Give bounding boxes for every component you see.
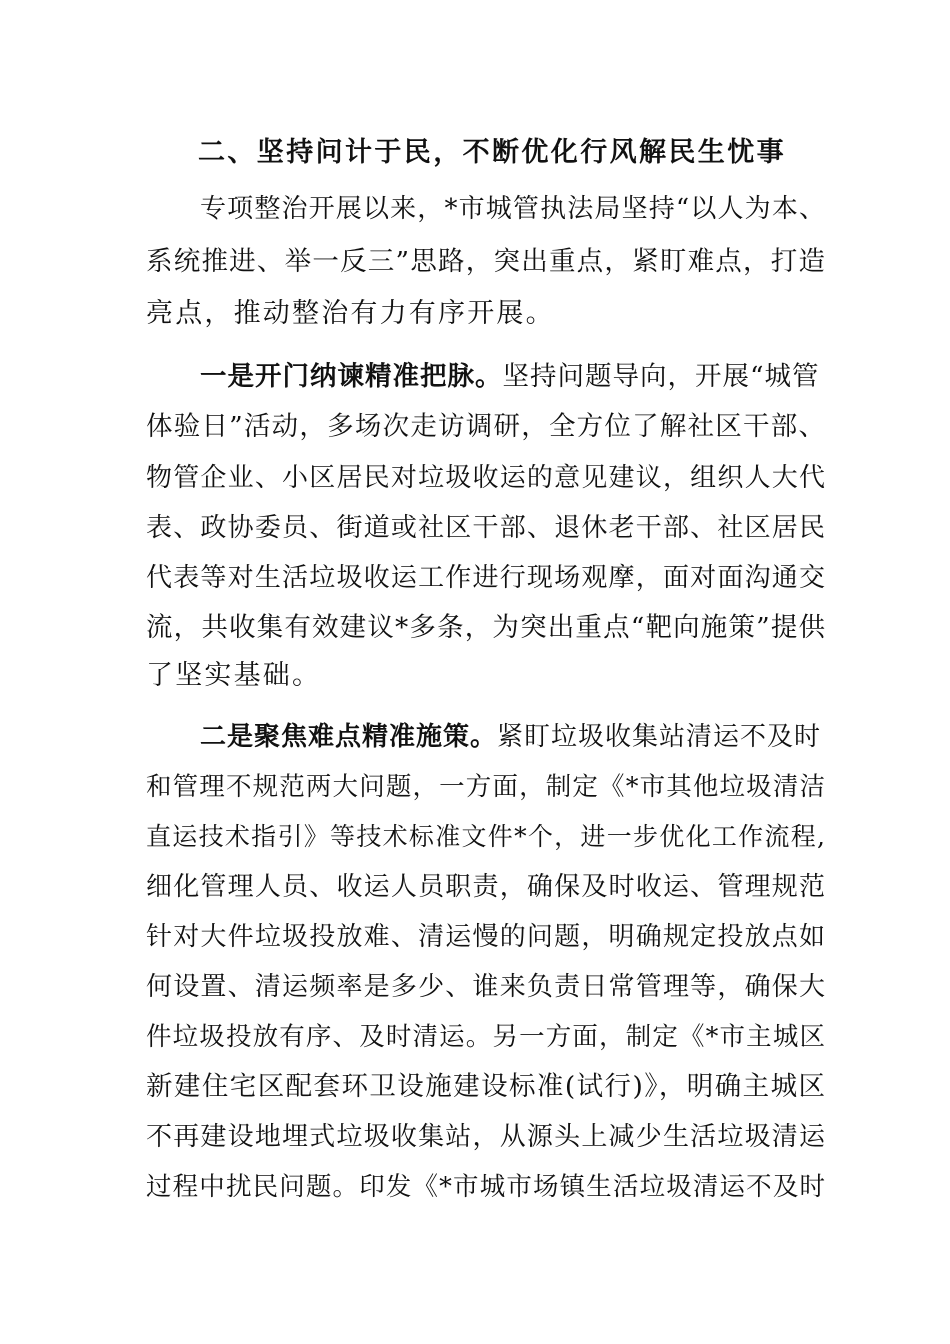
paragraph-3-line-5: 针对大件垃圾投放难、清运慢的问题，明确规定投放点如: [146, 922, 826, 952]
paragraph-2-lead: 一是开门纳谏精准把脉。: [200, 361, 503, 392]
paragraph-2-line-5: 代表等对生活垃圾收运工作进行现场观摩，面对面沟通交: [146, 563, 826, 593]
paragraph-2-line-1: [200, 360, 826, 394]
paragraph-3-lead: 二是聚焦难点精准施策。: [200, 722, 498, 752]
paragraph-2-line-4: 表、政协委员、街道或社区干部、退休老干部、社区居民: [146, 513, 826, 543]
paragraph-1-line-1: 专项整治开展以来，*市城管执法局坚持“以人为本、: [200, 194, 826, 224]
paragraph-1-line-2: 系统推进、举一反三”思路，突出重点，紧盯难点，打造: [146, 246, 826, 277]
paragraph-3-line-1-text: 紧盯垃圾收集站清运不及时: [497, 722, 822, 752]
paragraph-2-line-3: 物管企业、小区居民对垃圾收运的意见建议，组织人大代: [146, 463, 826, 493]
paragraph-3-line-6: 何设置、清运频率是多少、谁来负责日常管理等，确保大: [146, 972, 826, 1002]
section-heading: 二、坚持问计于民，不断优化行风解民生忧事: [198, 137, 786, 168]
paragraph-2-line-1-text: 坚持问题导向，开展“城管: [502, 361, 820, 392]
paragraph-3-line-10: 过程中扰民问题。印发《*市城市场镇生活垃圾清运不及时: [146, 1172, 826, 1202]
paragraph-3-line-7: 件垃圾投放有序、及时清运。另一方面，制定《*市主城区: [146, 1022, 826, 1052]
paragraph-3-line-2: 和管理不规范两大问题，一方面，制定《*市其他垃圾清洁: [146, 772, 826, 802]
paragraph-3-line-3: 直运技术指引》等技术标准文件*个，进一步优化工作流程,: [146, 822, 826, 851]
paragraph-2-line-7: 了坚实基础。: [146, 660, 322, 691]
paragraph-1-line-3: 亮点，推动整治有力有序开展。: [146, 298, 555, 329]
paragraph-3-line-9: 不再建设地埋式垃圾收集站，从源头上减少生活垃圾清运: [146, 1122, 826, 1152]
paragraph-3-line-8: 新建住宅区配套环卫设施建设标准(试行)》，明确主城区: [146, 1071, 826, 1102]
paragraph-3-line-4: 细化管理人员、收运人员职责，确保及时收运、管理规范: [146, 872, 826, 902]
paragraph-3-line-1: [200, 720, 826, 754]
paragraph-2-line-6: 流，共收集有效建议*多条，为突出重点“靶向施策”提供: [146, 612, 826, 643]
paragraph-2-line-2: 体验日”活动，多场次走访调研，全方位了解社区干部、: [146, 411, 826, 442]
